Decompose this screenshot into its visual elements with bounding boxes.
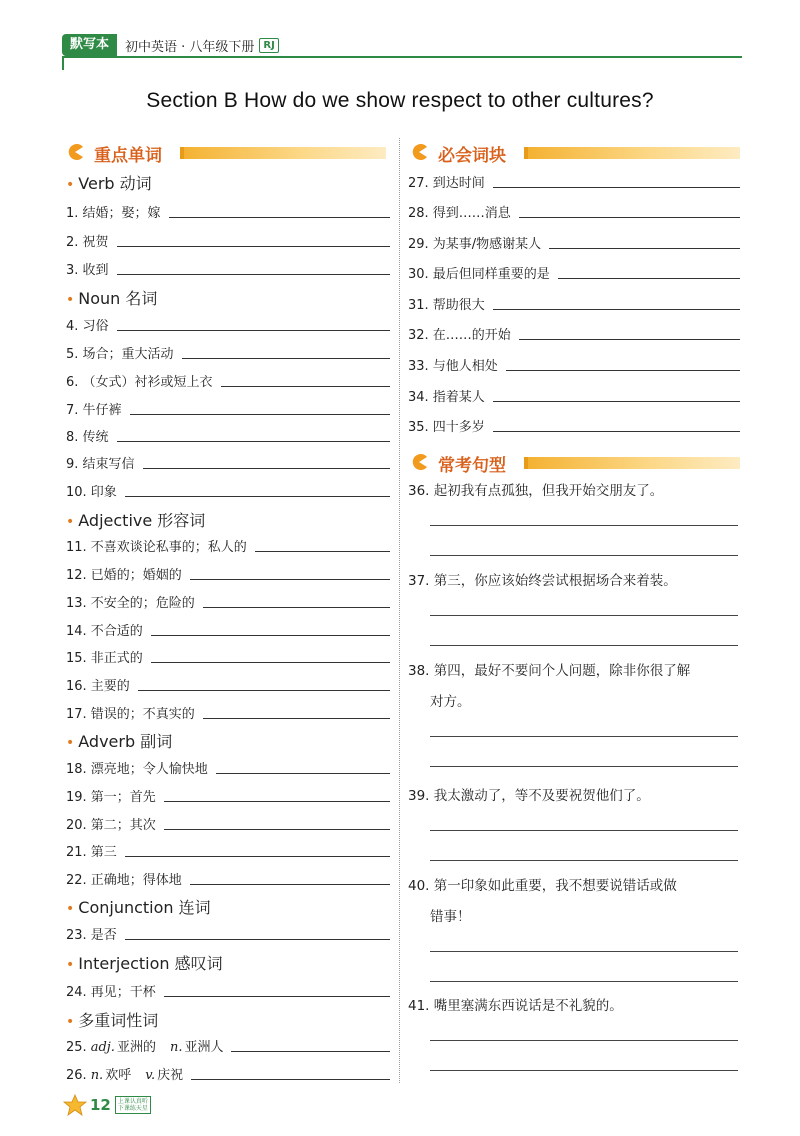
answer-line[interactable]	[231, 1051, 390, 1052]
answer-line[interactable]	[203, 718, 390, 719]
category-label: Adjective 形容词	[78, 511, 206, 530]
item-prompt: 10. 印象	[66, 485, 117, 500]
sentence-prompt: 36. 起初我有点孤独，但我开始交朋友了。	[408, 483, 664, 499]
answer-line[interactable]	[430, 766, 738, 767]
sentence-prompt: 39. 我太激动了，等不及要祝贺他们了。	[408, 788, 650, 804]
answer-line[interactable]	[255, 551, 390, 552]
pos-label: n.	[90, 1068, 104, 1083]
item-prompt: 24. 再见；干杯	[66, 985, 156, 1000]
answer-line[interactable]	[182, 358, 390, 359]
item-prompt: 6. （女式）衬衫或短上衣	[66, 375, 213, 390]
item-prompt: 32. 在……的开始	[408, 328, 511, 343]
section-bar	[524, 147, 740, 159]
answer-line[interactable]	[191, 1079, 390, 1080]
vocab-item	[66, 592, 390, 611]
answer-line[interactable]	[164, 996, 390, 997]
category-multi	[66, 1008, 158, 1031]
item-prompt: 15. 非正式的	[66, 651, 143, 666]
section-phrases-title: 必会词块	[438, 146, 506, 166]
vocab-item	[66, 343, 390, 362]
answer-line[interactable]	[549, 248, 740, 249]
answer-line[interactable]	[151, 635, 390, 636]
footer-tag-line2: 下课练天星	[117, 1105, 148, 1112]
item-prompt: 27. 到达时间	[408, 176, 485, 191]
vocab-item	[66, 231, 390, 250]
footer-tag	[115, 1096, 151, 1114]
answer-line[interactable]	[430, 736, 738, 737]
footer-tag-line1: 上课认真听	[117, 1098, 148, 1105]
answer-line[interactable]	[519, 217, 740, 218]
answer-line[interactable]	[117, 246, 390, 247]
meaning-text: 亚洲人	[184, 1040, 224, 1055]
header-hook	[62, 56, 70, 70]
sentence-prompt: 41. 嘴里塞满东西说话是不礼貌的。	[408, 998, 623, 1014]
vocab-item	[66, 758, 390, 777]
vocab-item	[408, 355, 740, 374]
answer-line[interactable]	[430, 830, 738, 831]
item-prompt: 18. 漂亮地；令人愉快地	[66, 762, 208, 777]
vocab-item	[66, 924, 390, 943]
answer-line[interactable]	[138, 690, 390, 691]
vocab-item	[66, 786, 390, 805]
item-prompt: 23. 是否	[66, 928, 117, 943]
vocab-item	[66, 371, 390, 390]
category-label: Conjunction 连词	[78, 898, 211, 917]
vocab-item	[66, 315, 390, 334]
category-adverb	[66, 729, 172, 752]
star-mascot-icon	[62, 1094, 88, 1116]
vocab-item	[66, 481, 390, 500]
item-prompt: 31. 帮助很大	[408, 298, 485, 313]
bullet-icon: •	[66, 292, 75, 308]
item-prompt: 14. 不合适的	[66, 624, 143, 639]
item-prompt: 13. 不安全的；危险的	[66, 596, 195, 611]
item-prompt: 22. 正确地；得体地	[66, 873, 182, 888]
vocab-item	[408, 263, 740, 282]
answer-line[interactable]	[558, 278, 740, 279]
vocab-item	[66, 647, 390, 666]
vocab-item	[408, 294, 740, 313]
answer-line[interactable]	[117, 274, 390, 275]
vocab-item	[66, 202, 390, 221]
item-prompt: 17. 错误的；不真实的	[66, 707, 195, 722]
item-prompt: 30. 最后但同样重要的是	[408, 267, 550, 282]
bullet-icon: •	[66, 735, 75, 751]
meaning-text: 亚洲的	[116, 1040, 156, 1055]
answer-line[interactable]	[430, 645, 738, 646]
header-rule	[62, 56, 742, 58]
item-prompt: 3. 收到	[66, 263, 109, 278]
vocab-item	[66, 675, 390, 694]
book-badge: 默写本	[62, 34, 117, 56]
answer-line[interactable]	[190, 884, 390, 885]
pacman-icon	[410, 453, 428, 471]
category-label: Interjection 感叹词	[78, 954, 223, 973]
answer-line[interactable]	[164, 801, 390, 802]
answer-line[interactable]	[130, 414, 390, 415]
answer-line[interactable]	[493, 431, 740, 432]
vocab-item	[408, 324, 740, 343]
vocab-item	[66, 259, 390, 278]
answer-line[interactable]	[493, 187, 740, 188]
vocab-item	[408, 172, 740, 191]
section-sentences-header	[410, 452, 740, 476]
pos-label: adj.	[90, 1040, 115, 1055]
sentence-prompt: 37. 第三，你应该始终尝试根据场合来着装。	[408, 573, 677, 589]
pos-label: n.	[169, 1040, 183, 1055]
answer-line[interactable]	[125, 856, 390, 857]
vocab-item	[66, 399, 390, 418]
vocab-item	[66, 703, 390, 722]
column-divider	[399, 138, 400, 1083]
section-phrases-header	[410, 142, 740, 166]
answer-line[interactable]	[430, 981, 738, 982]
item-prompt: 33. 与他人相处	[408, 359, 498, 374]
vocab-item	[66, 620, 390, 639]
category-verb	[66, 171, 152, 194]
vocab-item	[66, 814, 390, 833]
vocab-item	[408, 386, 740, 405]
bullet-icon: •	[66, 177, 75, 193]
item-prompt: 28. 得到……消息	[408, 206, 511, 221]
sentence-prompt-cont: 错事！	[430, 909, 471, 925]
vocab-item	[408, 416, 740, 435]
answer-line[interactable]	[430, 860, 738, 861]
answer-line[interactable]	[203, 607, 390, 608]
item-number: 26.	[66, 1068, 87, 1083]
category-label: Verb 动词	[78, 174, 152, 193]
vocab-item	[408, 233, 740, 252]
item-prompt: 29. 为某事/物感谢某人	[408, 237, 542, 252]
vocab-item	[66, 453, 390, 472]
answer-line[interactable]	[506, 370, 740, 371]
item-prompt: 1. 结婚；娶；嫁	[66, 206, 161, 221]
answer-line[interactable]	[164, 829, 390, 830]
book-subtitle: 初中英语 · 八年级下册	[125, 39, 255, 55]
answer-line[interactable]	[430, 615, 738, 616]
edition-badge: RJ	[259, 38, 278, 53]
section-vocab-header	[66, 142, 386, 166]
answer-line[interactable]	[493, 401, 740, 402]
item-prompt: 8. 传统	[66, 430, 109, 445]
sentence-prompt: 38. 第四，最好不要问个人问题，除非你很了解	[408, 663, 691, 679]
answer-line[interactable]	[190, 579, 390, 580]
answer-line[interactable]	[430, 1070, 738, 1071]
vocab-item	[66, 1064, 390, 1083]
bullet-icon: •	[66, 514, 75, 530]
answer-line[interactable]	[493, 309, 740, 310]
category-interjection	[66, 951, 223, 974]
vocab-item	[66, 869, 390, 888]
answer-line[interactable]	[430, 555, 738, 556]
item-prompt: 5. 场合；重大活动	[66, 347, 174, 362]
answer-line[interactable]	[143, 468, 390, 469]
item-prompt: 21. 第三	[66, 845, 117, 860]
answer-line[interactable]	[430, 1040, 738, 1041]
section-vocab-title: 重点单词	[94, 146, 162, 166]
category-adjective	[66, 508, 205, 531]
category-label: Noun 名词	[78, 289, 158, 308]
vocab-item	[66, 536, 390, 555]
answer-line[interactable]	[125, 939, 390, 940]
item-prompt: 9. 结束写信	[66, 457, 135, 472]
pos-label: v.	[145, 1068, 156, 1083]
meaning-text: 欢呼	[105, 1068, 132, 1083]
category-conjunction	[66, 895, 211, 918]
answer-line[interactable]	[216, 773, 390, 774]
item-prompt: 19. 第一；首先	[66, 790, 156, 805]
item-prompt: 11. 不喜欢谈论私事的；私人的	[66, 540, 247, 555]
answer-line[interactable]	[117, 441, 390, 442]
vocab-item	[66, 564, 390, 583]
vocab-item	[66, 426, 390, 445]
sentence-prompt: 40. 第一印象如此重要，我不想要说错话或做	[408, 878, 677, 894]
sentence-prompt-cont: 对方。	[430, 694, 471, 710]
section-sentences-title: 常考句型	[438, 456, 506, 476]
item-prompt: 34. 指着某人	[408, 390, 485, 405]
page-title: Section B How do we show respect to other cultures?	[146, 89, 654, 112]
item-number: 25.	[66, 1040, 87, 1055]
item-prompt: 2. 祝贺	[66, 235, 109, 250]
item-prompt: 35. 四十多岁	[408, 420, 485, 435]
page-number: 12	[90, 1096, 111, 1114]
answer-line[interactable]	[169, 217, 390, 218]
vocab-item	[66, 841, 390, 860]
pacman-icon	[66, 143, 84, 161]
section-bar	[524, 457, 740, 469]
answer-line[interactable]	[117, 330, 390, 331]
bullet-icon: •	[66, 901, 75, 917]
item-prompt: 12. 已婚的；婚姻的	[66, 568, 182, 583]
item-prompt: 4. 习俗	[66, 319, 109, 334]
category-noun	[66, 286, 157, 309]
category-label: 多重词性词	[78, 1011, 159, 1030]
meaning-text: 庆祝	[157, 1068, 184, 1083]
vocab-item	[66, 1036, 390, 1055]
item-prompt: 20. 第二；其次	[66, 818, 156, 833]
answer-line[interactable]	[519, 339, 740, 340]
bullet-icon: •	[66, 957, 75, 973]
pacman-icon	[410, 143, 428, 161]
vocab-item	[408, 202, 740, 221]
answer-line[interactable]	[430, 951, 738, 952]
answer-line[interactable]	[125, 496, 390, 497]
page-header	[62, 33, 279, 57]
bullet-icon: •	[66, 1014, 75, 1030]
category-label: Adverb 副词	[78, 732, 173, 751]
vocab-item	[66, 981, 390, 1000]
answer-line[interactable]	[430, 525, 738, 526]
item-prompt: 16. 主要的	[66, 679, 130, 694]
section-bar	[180, 147, 386, 159]
answer-line[interactable]	[151, 662, 390, 663]
answer-line[interactable]	[221, 386, 390, 387]
page-footer	[62, 1094, 151, 1116]
item-prompt: 7. 牛仔裤	[66, 403, 122, 418]
